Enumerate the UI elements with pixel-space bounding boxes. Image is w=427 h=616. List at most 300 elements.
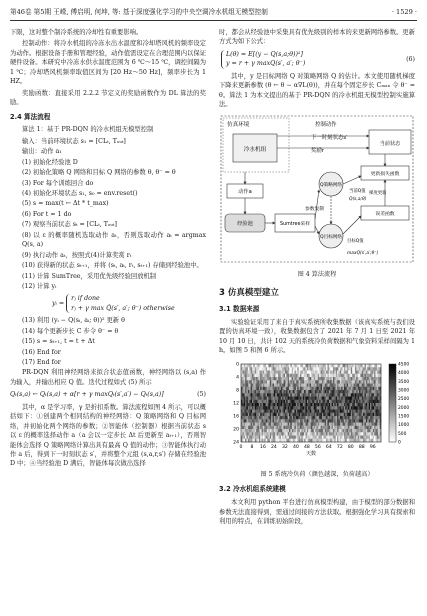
- heatmap-cell: [362, 367, 364, 370]
- y-tick-label: 4: [236, 375, 239, 381]
- heatmap-cell: [308, 419, 310, 422]
- heatmap-cell: [322, 435, 324, 438]
- heatmap-cell: [295, 412, 297, 415]
- heatmap-cell: [347, 380, 349, 383]
- heatmap-cell: [348, 412, 350, 415]
- heatmap-cell: [245, 438, 247, 441]
- heatmap-cell: [371, 393, 373, 396]
- heatmap-cell: [367, 416, 369, 419]
- heatmap-cell: [266, 386, 268, 389]
- heatmap-cell: [289, 367, 291, 370]
- equation-body: Qₜ(s,a) ← Qₜ(s,a) + α[r + γ maxQₜ(s′,a′) − Qₜ(s,a)]: [10, 391, 164, 399]
- heatmap-cell: [244, 425, 246, 428]
- heatmap-cell: [354, 393, 356, 396]
- heatmap-cell: [295, 399, 297, 402]
- heatmap-cell: [308, 373, 310, 376]
- heatmap-cell: [303, 377, 305, 380]
- heatmap-cell: [281, 399, 283, 402]
- heatmap-cell: [349, 377, 351, 380]
- heatmap-cell: [295, 403, 297, 406]
- heatmap-cell: [363, 390, 365, 393]
- heatmap-cell: [345, 399, 347, 402]
- paragraph: 控制动作：将冷水机组的冷冻水出水温度和冷却塔风机的频率设定为动作。根据设备手册和管理经验，动作值需设定在合理范围内以保证硬件设备。本研究中冷冻水供水温度范围为 6 ℃～15 ℃，调控间隔为 1 ℃；冷却塔风机频率取值区间为 [20 Hz～50 Hz]，频率步长为 1 HZ。: [10, 40, 206, 86]
- heatmap-cell: [356, 422, 358, 425]
- heatmap-cell: [376, 425, 378, 428]
- heatmap-cell: [260, 438, 262, 441]
- heatmap-cell: [341, 419, 343, 422]
- heatmap-cell: [299, 396, 301, 399]
- algorithm-line: (13) 利用 (yᵢ − Q(sᵢ, aᵢ; θ))² 更新 θ: [22, 317, 125, 325]
- heatmap-cell: [358, 435, 360, 438]
- heatmap-cell: [355, 390, 357, 393]
- heatmap-cell: [271, 425, 273, 428]
- heatmap-cell: [307, 412, 309, 415]
- heatmap-cell: [295, 383, 297, 386]
- heatmap-cell: [308, 438, 310, 441]
- heatmap-cell: [321, 419, 323, 422]
- maxq-label: maxQ(s′,a′;θ⁻): [347, 250, 379, 256]
- heatmap-cell: [288, 367, 290, 370]
- heatmap-cell: [256, 419, 258, 422]
- heatmap-cell: [363, 432, 365, 435]
- heatmap-cell: [330, 386, 332, 389]
- heatmap-cell: [256, 380, 258, 383]
- heatmap-cell: [244, 429, 246, 432]
- qsa-label: Q(s,a;θ): [349, 196, 367, 202]
- heatmap-cell: [297, 409, 299, 412]
- heatmap-cell: [359, 393, 361, 396]
- heatmap-cell: [349, 438, 351, 441]
- heatmap-cell: [288, 396, 290, 399]
- heatmap-cell: [378, 370, 380, 373]
- heatmap-cell: [363, 438, 365, 441]
- heatmap-cell: [329, 367, 331, 370]
- heatmap-cell: [323, 432, 325, 435]
- heatmap-cell: [329, 399, 331, 402]
- heatmap-cell: [263, 432, 265, 435]
- heatmap-cell: [329, 435, 331, 438]
- heatmap-cell: [255, 409, 257, 412]
- heatmap-cell: [277, 419, 279, 422]
- heatmap-cell: [281, 403, 283, 406]
- heatmap-cell: [323, 377, 325, 380]
- heatmap-cell: [323, 373, 325, 376]
- heatmap-cell: [315, 364, 317, 367]
- heatmap-cell: [245, 399, 247, 402]
- heatmap-cell: [321, 406, 323, 409]
- heatmap-cell: [312, 406, 314, 409]
- heatmap-cell: [340, 416, 342, 419]
- heatmap-cell: [355, 435, 357, 438]
- heatmap-cell: [315, 373, 317, 376]
- heatmap-cell: [332, 383, 334, 386]
- heatmap-cell: [343, 409, 345, 412]
- heatmap-cell: [321, 373, 323, 376]
- heatmap-cell: [321, 377, 323, 380]
- paragraph: PR-DQN 利用神经网络来拟合状态值函数，神经网络以 (s,a) 作为输入，并输出相应 Q 值。迭代过程如式 (5) 所示: [10, 369, 206, 386]
- equation-line: y = r + γ maxQ(s′, a′; θ⁻): [226, 60, 306, 68]
- heatmap-cell: [318, 380, 320, 383]
- heatmap-cell: [359, 435, 361, 438]
- heatmap-cell: [363, 396, 365, 399]
- heatmap-cell: [300, 429, 302, 432]
- heatmap-cell: [347, 422, 349, 425]
- heatmap-cell: [271, 396, 273, 399]
- heatmap-cell: [363, 370, 365, 373]
- heatmap-cell: [306, 386, 308, 389]
- heatmap-cell: [267, 383, 269, 386]
- heatmap-cell: [354, 399, 356, 402]
- heatmap-cell: [315, 393, 317, 396]
- heatmap-cell: [310, 364, 312, 367]
- heatmap-cell: [244, 373, 246, 376]
- heatmap-cell: [271, 383, 273, 386]
- x-tick-label: 40: [292, 444, 299, 450]
- heatmap-cell: [252, 383, 254, 386]
- heatmap-cell: [252, 390, 254, 393]
- heatmap-cell: [274, 406, 276, 409]
- heatmap-cell: [255, 425, 257, 428]
- heatmap-cell: [316, 386, 318, 389]
- heatmap-cell: [377, 380, 379, 383]
- heatmap-cell: [312, 425, 314, 428]
- heatmap-cell: [332, 373, 334, 376]
- heatmap-cell: [292, 419, 294, 422]
- heatmap-cell: [262, 435, 264, 438]
- heatmap-cell: [249, 393, 251, 396]
- heatmap-cell: [255, 390, 257, 393]
- heatmap-cell: [308, 367, 310, 370]
- heatmap-cell: [321, 383, 323, 386]
- heatmap-cell: [310, 425, 312, 428]
- heatmap-cell: [296, 364, 298, 367]
- heatmap-cell: [274, 425, 276, 428]
- heatmap-cell: [348, 367, 350, 370]
- heatmap-cell: [365, 419, 367, 422]
- heatmap-cell: [297, 406, 299, 409]
- heatmap-cell: [266, 373, 268, 376]
- heatmap-cell: [338, 367, 340, 370]
- heatmap-cell: [260, 409, 262, 412]
- heatmap-cell: [340, 364, 342, 367]
- heatmap-cell: [288, 364, 290, 367]
- heatmap-cell: [297, 403, 299, 406]
- heatmap-cell: [297, 380, 299, 383]
- heatmap-cell: [323, 367, 325, 370]
- heatmap-cell: [370, 377, 372, 380]
- heatmap-cell: [285, 403, 287, 406]
- heatmap-cell: [338, 390, 340, 393]
- heatmap-cell: [282, 406, 284, 409]
- heatmap-cell: [355, 396, 357, 399]
- heatmap-cell: [311, 429, 313, 432]
- heatmap-cell: [259, 409, 261, 412]
- heatmap-cell: [369, 396, 371, 399]
- heatmap-cell: [307, 377, 309, 380]
- heatmap-cell: [249, 386, 251, 389]
- heatmap-cell: [306, 438, 308, 441]
- heatmap-cell: [245, 377, 247, 380]
- heatmap-cell: [322, 429, 324, 432]
- heatmap-cell: [249, 419, 251, 422]
- heatmap-cell: [279, 377, 281, 380]
- heatmap-cell: [311, 419, 313, 422]
- heatmap-cell: [376, 406, 378, 409]
- heatmap-cell: [367, 377, 369, 380]
- heatmap-cell: [334, 416, 336, 419]
- heatmap-cell: [244, 377, 246, 380]
- heatmap-cell: [370, 373, 372, 376]
- heatmap-cell: [363, 429, 365, 432]
- heatmap-cell: [366, 406, 368, 409]
- heatmap-cell: [271, 364, 273, 367]
- heatmap-cell: [260, 396, 262, 399]
- heatmap-cell: [300, 380, 302, 383]
- heatmap-cell: [337, 364, 339, 367]
- heatmap-cell: [255, 386, 257, 389]
- heatmap-cell: [373, 364, 375, 367]
- heatmap-cell: [245, 412, 247, 415]
- heatmap-cell: [355, 429, 357, 432]
- equation-line: L(θ) = E[(y − Q(s,a;θ))²]: [226, 50, 303, 58]
- heatmap-cell: [371, 416, 373, 419]
- heatmap-cell: [285, 383, 287, 386]
- heatmap-cell: [349, 373, 351, 376]
- heatmap-cell: [290, 396, 292, 399]
- heatmap-cell: [366, 399, 368, 402]
- heatmap-cell: [260, 377, 262, 380]
- heatmap-cell: [316, 416, 318, 419]
- heatmap-cell: [293, 380, 295, 383]
- heatmap-cell: [327, 367, 329, 370]
- heatmap-cell: [358, 419, 360, 422]
- heatmap-cell: [297, 438, 299, 441]
- heatmap-cell: [377, 390, 379, 393]
- heatmap-cell: [271, 435, 273, 438]
- heatmap-cell: [292, 412, 294, 415]
- heatmap-cell: [359, 422, 361, 425]
- heatmap-cell: [284, 377, 286, 380]
- header-page-number: · 1529 ·: [391, 8, 417, 17]
- heatmap-cell: [296, 422, 298, 425]
- heatmap-cell: [285, 438, 287, 441]
- heatmap-cell: [338, 435, 340, 438]
- heatmap-cell: [252, 409, 254, 412]
- heatmap-cell: [259, 377, 261, 380]
- x-axis-label: 天数: [305, 450, 317, 457]
- heatmap-cell: [332, 377, 334, 380]
- heatmap-cell: [275, 373, 277, 376]
- heatmap-cell: [366, 412, 368, 415]
- heatmap-cell: [337, 399, 339, 402]
- heatmap-cell: [325, 399, 327, 402]
- heatmap-cell: [330, 412, 332, 415]
- heatmap-cell: [370, 429, 372, 432]
- heatmap-cell: [253, 412, 255, 415]
- heatmap-cell: [295, 419, 297, 422]
- heatmap-cell: [300, 393, 302, 396]
- heatmap-cell: [360, 377, 362, 380]
- heatmap-cell: [370, 370, 372, 373]
- heatmap-cell: [374, 373, 376, 376]
- heatmap-cell: [338, 370, 340, 373]
- heatmap-cell: [337, 393, 339, 396]
- heatmap-cell: [248, 429, 250, 432]
- heatmap-cell: [267, 396, 269, 399]
- heatmap-cell: [246, 416, 248, 419]
- heatmap-cell: [325, 373, 327, 376]
- heatmap-cell: [290, 416, 292, 419]
- heatmap-cell: [337, 370, 339, 373]
- heatmap-cell: [260, 416, 262, 419]
- heatmap-cell: [267, 422, 269, 425]
- heatmap-cell: [295, 364, 297, 367]
- heatmap-cell: [244, 435, 246, 438]
- heatmap-cell: [279, 364, 281, 367]
- heatmap-cell: [281, 425, 283, 428]
- heatmap-cell: [288, 383, 290, 386]
- error-label: 误差函数: [375, 211, 395, 217]
- heatmap-cell: [262, 438, 264, 441]
- heatmap-cell: [257, 390, 259, 393]
- heatmap-cell: [282, 367, 284, 370]
- heatmap-cell: [343, 432, 345, 435]
- heatmap-cell: [266, 435, 268, 438]
- heatmap-cell: [242, 396, 244, 399]
- heatmap-cell: [273, 386, 275, 389]
- heatmap-cell: [268, 422, 270, 425]
- heatmap-cell: [286, 383, 288, 386]
- heatmap-cell: [268, 393, 270, 396]
- heatmap-cell: [266, 390, 268, 393]
- target-net-label: Q目标网络: [320, 234, 342, 240]
- heatmap-cell: [244, 432, 246, 435]
- heatmap-cell: [267, 370, 269, 373]
- heatmap-cell: [334, 412, 336, 415]
- heatmap-cell: [300, 419, 302, 422]
- heatmap-cell: [284, 409, 286, 412]
- heatmap-cell: [330, 435, 332, 438]
- heatmap-cell: [244, 386, 246, 389]
- paragraph: 实验验证采用了来自于真实系统所收集数据（该真实系统与我们设置的仿真环境一致），收集数据包含了 2021 年 7 月 1 日至 2021 年 10 月 10 日，共计 102 天的系统冷负荷数据和气象资料采样间隔为 1 h。如图 5 和图 6 所示。: [219, 318, 415, 355]
- loss-label: 更新损失函数: [370, 171, 400, 177]
- paragraph: 本文利用 python 平台进行仿真模型构建，由于模型的部分数据和参数无法直接得到，需通过间接的方法获取。根据强化学习具有探索和利用的特点，在训练初始阶段，: [219, 499, 415, 526]
- heatmap-cell: [281, 380, 283, 383]
- heatmap-cell: [303, 429, 305, 432]
- heatmap-cell: [345, 390, 347, 393]
- heatmap-cell: [262, 367, 264, 370]
- heatmap-cell: [286, 416, 288, 419]
- heatmap-cell: [268, 377, 270, 380]
- heatmap-cell: [347, 370, 349, 373]
- heatmap-cell: [256, 412, 258, 415]
- heatmap-cell: [270, 386, 272, 389]
- heatmap-cell: [333, 393, 335, 396]
- heatmap-cell: [345, 406, 347, 409]
- heatmap-cell: [326, 393, 328, 396]
- heatmap-cell: [266, 383, 268, 386]
- heatmap-cell: [319, 412, 321, 415]
- heatmap-cell: [292, 435, 294, 438]
- heatmap-cell: [249, 390, 251, 393]
- heatmap-cell: [286, 419, 288, 422]
- heatmap-cell: [262, 422, 264, 425]
- heatmap-cell: [337, 425, 339, 428]
- heatmap-cell: [378, 425, 380, 428]
- heatmap-cell: [354, 370, 356, 373]
- heatmap-cell: [295, 393, 297, 396]
- heatmap-cell: [284, 390, 286, 393]
- heatmap-cell: [284, 373, 286, 376]
- heatmap-cell: [349, 425, 351, 428]
- heatmap-cell: [290, 364, 292, 367]
- heatmap-cell: [336, 396, 338, 399]
- heatmap-cell: [370, 383, 372, 386]
- heatmap-cell: [343, 412, 345, 415]
- heatmap-cell: [273, 380, 275, 383]
- heatmap-cell: [253, 393, 255, 396]
- heatmap-cell: [316, 370, 318, 373]
- heatmap-cell: [319, 429, 321, 432]
- heatmap-cell: [362, 380, 364, 383]
- heatmap-cell: [358, 438, 360, 441]
- heatmap-cell: [341, 416, 343, 419]
- heatmap-cell: [367, 409, 369, 412]
- heatmap-cell: [336, 422, 338, 425]
- heatmap-cell: [334, 403, 336, 406]
- heatmap-cell: [333, 373, 335, 376]
- heatmap-cell: [255, 419, 257, 422]
- heatmap-cell: [297, 416, 299, 419]
- heatmap-cell: [334, 367, 336, 370]
- heatmap-cell: [284, 406, 286, 409]
- heatmap-cell: [332, 422, 334, 425]
- heatmap-cell: [300, 373, 302, 376]
- heatmap-cell: [292, 383, 294, 386]
- heatmap-cell: [340, 393, 342, 396]
- heatmap-cell: [286, 438, 288, 441]
- heatmap-cell: [378, 412, 380, 415]
- x-tick-label: 32: [281, 444, 288, 450]
- heatmap-cell: [369, 412, 371, 415]
- heatmap-cell: [356, 373, 358, 376]
- heatmap-cell: [307, 419, 309, 422]
- heatmap-cell: [279, 367, 281, 370]
- heatmap-cell: [366, 432, 368, 435]
- heatmap-cell: [318, 412, 320, 415]
- heatmap-cell: [303, 396, 305, 399]
- heatmap-cell: [326, 399, 328, 402]
- heatmap-cell: [352, 425, 354, 428]
- heatmap-cell: [323, 386, 325, 389]
- heatmap-cell: [308, 429, 310, 432]
- heatmap-cell: [292, 409, 294, 412]
- heatmap-cell: [359, 364, 361, 367]
- heatmap-cell: [362, 373, 364, 376]
- heatmap-cell: [286, 370, 288, 373]
- heatmap-cell: [376, 422, 378, 425]
- heatmap-cell: [284, 386, 286, 389]
- heatmap-cell: [284, 370, 286, 373]
- heatmap-cell: [255, 380, 257, 383]
- heatmap-cell: [282, 364, 284, 367]
- heatmap-cell: [332, 425, 334, 428]
- algorithm-line: (9) 执行动作 aₜ，按照式(4)计算奖赏 rₜ: [22, 251, 132, 259]
- heatmap-cell: [376, 432, 378, 435]
- heatmap-cell: [295, 386, 297, 389]
- heatmap-cell: [377, 409, 379, 412]
- heatmap-cell: [277, 416, 279, 419]
